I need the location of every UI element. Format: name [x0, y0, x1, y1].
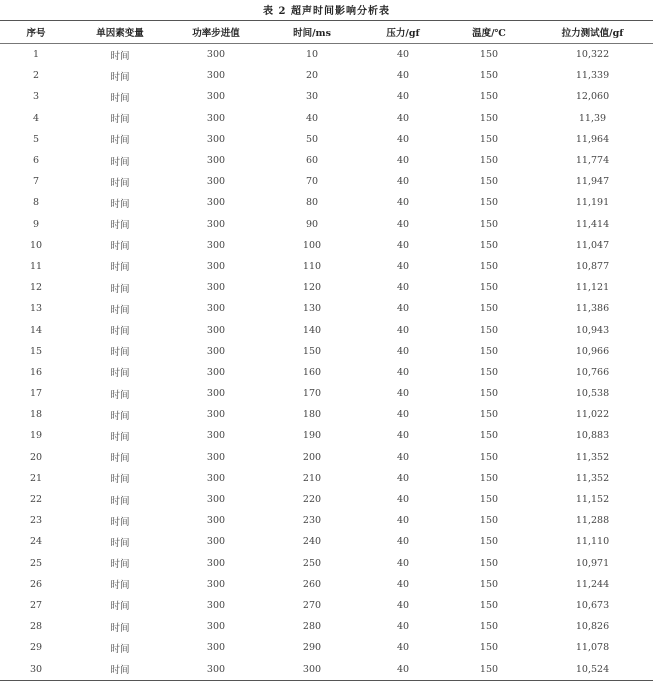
- cell-pressure: 40: [396, 409, 410, 421]
- table-row: [0, 319, 653, 340]
- cell-pull-test: 10,877: [575, 260, 610, 272]
- cell-pressure: 40: [396, 430, 410, 442]
- cell-pressure: 40: [396, 91, 410, 103]
- cell-index: 22: [29, 494, 43, 506]
- cell-power-step: 300: [206, 155, 226, 167]
- cell-temperature: 150: [479, 176, 499, 188]
- cell-power-step: 300: [206, 49, 226, 61]
- table-row: [0, 86, 653, 107]
- table-caption: 表 2 超声时间影响分析表: [263, 6, 390, 17]
- cell-power-step: 300: [206, 642, 226, 654]
- cell-index: 10: [29, 239, 43, 251]
- table-row: [0, 468, 653, 489]
- cell-variable: 时间: [110, 474, 130, 486]
- cell-index: 9: [32, 218, 40, 230]
- cell-pull-test: 11,078: [575, 642, 610, 654]
- cell-time: 30: [305, 91, 319, 103]
- cell-pull-test: 10,971: [575, 557, 610, 569]
- cell-pull-test: 11,39: [578, 112, 607, 124]
- cell-variable: 时间: [110, 368, 130, 380]
- cell-index: 18: [29, 409, 43, 421]
- cell-variable: 时间: [110, 220, 130, 232]
- cell-temperature: 150: [479, 515, 499, 527]
- table-row: [0, 425, 653, 446]
- cell-power-step: 300: [206, 451, 226, 463]
- cell-pull-test: 10,826: [575, 621, 610, 633]
- cell-pull-test: 10,673: [575, 599, 610, 611]
- cell-pull-test: 11,022: [575, 409, 610, 421]
- cell-index: 3: [32, 91, 40, 103]
- cell-time: 270: [302, 599, 322, 611]
- cell-pressure: 40: [396, 155, 410, 167]
- cell-index: 11: [29, 260, 43, 272]
- table-row: [0, 510, 653, 531]
- table-row: [0, 150, 653, 171]
- cell-variable: 时间: [110, 156, 130, 168]
- cell-variable: 时间: [110, 431, 130, 443]
- cell-variable: 时间: [110, 559, 130, 571]
- cell-temperature: 150: [479, 282, 499, 294]
- table-row: [0, 553, 653, 574]
- cell-time: 130: [302, 303, 322, 315]
- cell-variable: 时间: [110, 135, 130, 147]
- cell-index: 24: [29, 536, 43, 548]
- cell-variable: 时间: [110, 580, 130, 592]
- cell-power-step: 300: [206, 472, 226, 484]
- cell-time: 200: [302, 451, 322, 463]
- cell-pressure: 40: [396, 345, 410, 357]
- cell-pressure: 40: [396, 239, 410, 251]
- cell-power-step: 300: [206, 70, 226, 82]
- cell-power-step: 300: [206, 536, 226, 548]
- table-row: [0, 362, 653, 383]
- cell-pull-test: 11,964: [575, 133, 610, 145]
- cell-pressure: 40: [396, 197, 410, 209]
- cell-pull-test: 12,060: [575, 91, 610, 103]
- cell-pull-test: 11,386: [575, 303, 610, 315]
- cell-pressure: 40: [396, 599, 410, 611]
- cell-pressure: 40: [396, 472, 410, 484]
- cell-pressure: 40: [396, 260, 410, 272]
- cell-pressure: 40: [396, 515, 410, 527]
- cell-pressure: 40: [396, 49, 410, 61]
- cell-temperature: 150: [479, 49, 499, 61]
- cell-power-step: 300: [206, 388, 226, 400]
- header-time: 时间/ms: [264, 21, 360, 44]
- cell-variable: 时间: [110, 665, 130, 677]
- cell-temperature: 150: [479, 409, 499, 421]
- cell-variable: 时间: [110, 453, 130, 465]
- cell-power-step: 300: [206, 176, 226, 188]
- cell-temperature: 150: [479, 239, 499, 251]
- cell-power-step: 300: [206, 430, 226, 442]
- table-row: [0, 65, 653, 86]
- table-row: [0, 214, 653, 235]
- cell-time: 190: [302, 430, 322, 442]
- cell-power-step: 300: [206, 599, 226, 611]
- cell-time: 70: [305, 176, 319, 188]
- cell-index: 26: [29, 578, 43, 590]
- cell-variable: 时间: [110, 71, 130, 83]
- cell-index: 23: [29, 515, 43, 527]
- cell-temperature: 150: [479, 197, 499, 209]
- cell-pressure: 40: [396, 176, 410, 188]
- cell-power-step: 300: [206, 366, 226, 378]
- cell-pull-test: 10,766: [575, 366, 610, 378]
- cell-temperature: 150: [479, 388, 499, 400]
- cell-pull-test: 11,110: [575, 536, 610, 548]
- cell-time: 80: [305, 197, 319, 209]
- cell-time: 150: [302, 345, 322, 357]
- cell-power-step: 300: [206, 515, 226, 527]
- table-row: [0, 616, 653, 637]
- table-row: [0, 658, 653, 680]
- cell-temperature: 150: [479, 557, 499, 569]
- cell-time: 250: [302, 557, 322, 569]
- cell-temperature: 150: [479, 70, 499, 82]
- cell-temperature: 150: [479, 303, 499, 315]
- cell-variable: 时间: [110, 92, 130, 104]
- analysis-table: [0, 20, 653, 681]
- cell-pressure: 40: [396, 218, 410, 230]
- cell-index: 6: [32, 155, 40, 167]
- cell-pull-test: 11,191: [575, 197, 610, 209]
- table-row: [0, 129, 653, 150]
- cell-variable: 时间: [110, 50, 130, 62]
- cell-time: 110: [302, 260, 322, 272]
- cell-pull-test: 11,774: [575, 155, 610, 167]
- cell-pressure: 40: [396, 324, 410, 336]
- cell-index: 13: [29, 303, 43, 315]
- cell-pressure: 40: [396, 578, 410, 590]
- table-row: [0, 235, 653, 256]
- table-row: [0, 341, 653, 362]
- cell-index: 15: [29, 345, 43, 357]
- cell-index: 28: [29, 621, 43, 633]
- cell-variable: 时间: [110, 537, 130, 549]
- cell-pressure: 40: [396, 282, 410, 294]
- cell-pressure: 40: [396, 133, 410, 145]
- cell-pull-test: 11,414: [575, 218, 610, 230]
- cell-power-step: 300: [206, 578, 226, 590]
- cell-temperature: 150: [479, 494, 499, 506]
- header-pull-test: 拉力测试值/gf: [532, 21, 653, 44]
- cell-variable: 时间: [110, 389, 130, 401]
- cell-pull-test: 11,339: [575, 70, 610, 82]
- table-row: [0, 277, 653, 298]
- cell-power-step: 300: [206, 303, 226, 315]
- cell-pressure: 40: [396, 303, 410, 315]
- cell-temperature: 150: [479, 536, 499, 548]
- cell-temperature: 150: [479, 133, 499, 145]
- cell-pressure: 40: [396, 536, 410, 548]
- cell-pull-test: 10,524: [575, 663, 610, 675]
- cell-pull-test: 10,966: [575, 345, 610, 357]
- cell-time: 60: [305, 155, 319, 167]
- cell-pressure: 40: [396, 642, 410, 654]
- cell-index: 8: [32, 197, 40, 209]
- cell-time: 280: [302, 621, 322, 633]
- header-pressure: 压力/gf: [360, 21, 446, 44]
- table-row: [0, 192, 653, 213]
- cell-variable: 时间: [110, 177, 130, 189]
- cell-pull-test: 10,883: [575, 430, 610, 442]
- cell-power-step: 300: [206, 409, 226, 421]
- cell-index: 12: [29, 282, 43, 294]
- cell-time: 230: [302, 515, 322, 527]
- cell-index: 16: [29, 366, 43, 378]
- header-temperature: 温度/℃: [446, 21, 532, 44]
- table-row: [0, 637, 653, 658]
- cell-temperature: 150: [479, 345, 499, 357]
- cell-time: 100: [302, 239, 322, 251]
- cell-time: 10: [305, 49, 319, 61]
- cell-index: 25: [29, 557, 43, 569]
- cell-variable: 时间: [110, 198, 130, 210]
- table-row: [0, 447, 653, 468]
- cell-time: 140: [302, 324, 322, 336]
- table-row: [0, 531, 653, 552]
- cell-power-step: 300: [206, 239, 226, 251]
- cell-variable: 时间: [110, 262, 130, 274]
- cell-temperature: 150: [479, 218, 499, 230]
- cell-power-step: 300: [206, 282, 226, 294]
- cell-pull-test: 11,288: [575, 515, 610, 527]
- cell-time: 120: [302, 282, 322, 294]
- cell-time: 20: [305, 70, 319, 82]
- cell-time: 170: [302, 388, 322, 400]
- cell-time: 290: [302, 642, 322, 654]
- cell-pressure: 40: [396, 70, 410, 82]
- cell-power-step: 300: [206, 197, 226, 209]
- cell-pull-test: 10,538: [575, 388, 610, 400]
- header-row: [0, 21, 653, 44]
- cell-power-step: 300: [206, 133, 226, 145]
- table-row: [0, 574, 653, 595]
- cell-index: 21: [29, 472, 43, 484]
- cell-temperature: 150: [479, 260, 499, 272]
- cell-pull-test: 11,121: [575, 282, 610, 294]
- cell-time: 50: [305, 133, 319, 145]
- cell-variable: 时间: [110, 304, 130, 316]
- cell-time: 160: [302, 366, 322, 378]
- cell-time: 260: [302, 578, 322, 590]
- cell-variable: 时间: [110, 410, 130, 422]
- cell-index: 27: [29, 599, 43, 611]
- cell-index: 30: [29, 663, 43, 675]
- cell-pull-test: 11,244: [575, 578, 610, 590]
- cell-pull-test: 11,047: [575, 239, 610, 251]
- cell-power-step: 300: [206, 91, 226, 103]
- cell-temperature: 150: [479, 663, 499, 675]
- header-variable: 单因素变量: [72, 21, 168, 44]
- table-row: [0, 108, 653, 129]
- cell-variable: 时间: [110, 622, 130, 634]
- cell-temperature: 150: [479, 621, 499, 633]
- cell-variable: 时间: [110, 516, 130, 528]
- cell-index: 29: [29, 642, 43, 654]
- cell-power-step: 300: [206, 112, 226, 124]
- cell-pressure: 40: [396, 366, 410, 378]
- cell-variable: 时间: [110, 601, 130, 613]
- cell-temperature: 150: [479, 155, 499, 167]
- cell-pressure: 40: [396, 388, 410, 400]
- cell-variable: 时间: [110, 326, 130, 338]
- cell-pressure: 40: [396, 557, 410, 569]
- cell-variable: 时间: [110, 114, 130, 126]
- cell-index: 5: [32, 133, 40, 145]
- cell-pressure: 40: [396, 494, 410, 506]
- table-row: [0, 489, 653, 510]
- cell-power-step: 300: [206, 494, 226, 506]
- cell-variable: 时间: [110, 283, 130, 295]
- cell-pull-test: 10,322: [575, 49, 610, 61]
- cell-pressure: 40: [396, 112, 410, 124]
- cell-time: 90: [305, 218, 319, 230]
- header-power-step: 功率步进值: [168, 21, 264, 44]
- cell-power-step: 300: [206, 621, 226, 633]
- table-body: [0, 44, 653, 681]
- cell-variable: 时间: [110, 241, 130, 253]
- table-row: [0, 595, 653, 616]
- cell-index: 2: [32, 70, 40, 82]
- cell-index: 7: [32, 176, 40, 188]
- cell-temperature: 150: [479, 451, 499, 463]
- cell-temperature: 150: [479, 91, 499, 103]
- table-row: [0, 404, 653, 425]
- table-row: [0, 44, 653, 66]
- cell-temperature: 150: [479, 599, 499, 611]
- cell-temperature: 150: [479, 642, 499, 654]
- cell-index: 1: [32, 49, 40, 61]
- cell-time: 240: [302, 536, 322, 548]
- cell-temperature: 150: [479, 472, 499, 484]
- table-row: [0, 298, 653, 319]
- cell-pressure: 40: [396, 451, 410, 463]
- cell-time: 210: [302, 472, 322, 484]
- header-index: 序号: [0, 21, 72, 44]
- cell-variable: 时间: [110, 347, 130, 359]
- cell-pull-test: 11,947: [575, 176, 610, 188]
- cell-temperature: 150: [479, 366, 499, 378]
- table-row: [0, 256, 653, 277]
- cell-power-step: 300: [206, 663, 226, 675]
- table-row: [0, 383, 653, 404]
- cell-temperature: 150: [479, 578, 499, 590]
- cell-temperature: 150: [479, 112, 499, 124]
- cell-time: 220: [302, 494, 322, 506]
- cell-variable: 时间: [110, 495, 130, 507]
- cell-temperature: 150: [479, 430, 499, 442]
- table-row: [0, 171, 653, 192]
- cell-pull-test: 11,352: [575, 472, 610, 484]
- cell-pressure: 40: [396, 663, 410, 675]
- cell-index: 4: [32, 112, 40, 124]
- cell-index: 17: [29, 388, 43, 400]
- cell-power-step: 300: [206, 345, 226, 357]
- cell-time: 180: [302, 409, 322, 421]
- cell-pull-test: 10,943: [575, 324, 610, 336]
- cell-variable: 时间: [110, 643, 130, 655]
- cell-index: 14: [29, 324, 43, 336]
- cell-power-step: 300: [206, 218, 226, 230]
- cell-pull-test: 11,152: [575, 494, 610, 506]
- cell-pull-test: 11,352: [575, 451, 610, 463]
- cell-time: 40: [305, 112, 319, 124]
- cell-temperature: 150: [479, 324, 499, 336]
- cell-pressure: 40: [396, 621, 410, 633]
- cell-power-step: 300: [206, 324, 226, 336]
- cell-index: 19: [29, 430, 43, 442]
- cell-index: 20: [29, 451, 43, 463]
- cell-power-step: 300: [206, 260, 226, 272]
- cell-power-step: 300: [206, 557, 226, 569]
- cell-time: 300: [302, 663, 322, 675]
